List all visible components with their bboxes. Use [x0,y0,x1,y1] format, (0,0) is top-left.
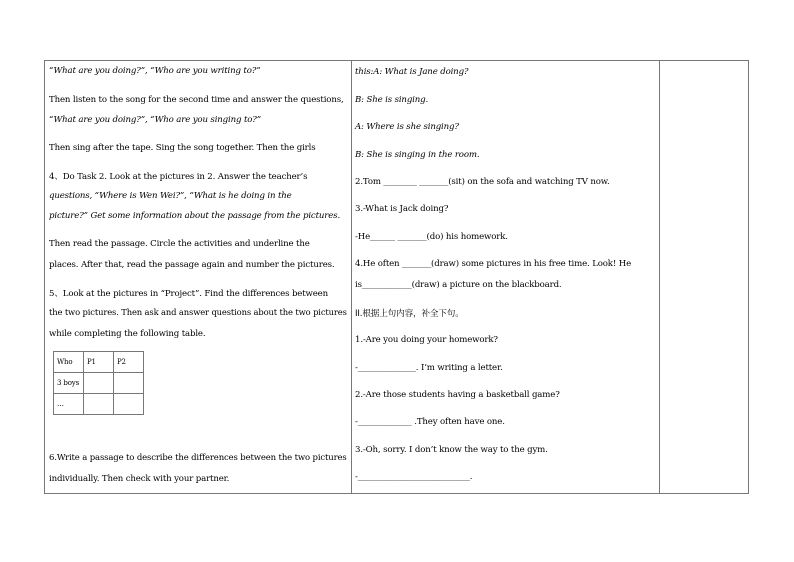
text-line: -_____________ .They often have one. [355,417,505,427]
text-line: individually. Then check with your partner. [49,474,230,484]
text-line: 2.Tom ________ _______(sit) on the sofa and watching TV now. [355,177,610,187]
text-line: “What are you doing?”, “Who are you writing to?” [49,66,261,76]
table-row [54,352,144,373]
table-cell [84,394,114,415]
text-line: 6.Write a passage to describe the differences between the two pictures [49,453,347,463]
column-divider [351,61,352,493]
text-line: 5、Look at the pictures in “Project”. Find the differences between [49,289,329,299]
text-line: Then listen to the song for the second time and answer the questions, [49,95,344,105]
lesson-plan-table [44,60,749,494]
table-cell: P2 [114,352,144,373]
table-cell [114,394,144,415]
text-line: is____________(draw) a picture on the blackboard. [355,280,562,290]
text-line: while completing the following table. [49,329,206,339]
text-line: -He______ _______(do) his homework. [355,232,508,242]
table-cell: … [54,394,84,415]
table-cell [114,373,144,394]
text-line: -______________. I’m writing a letter. [355,363,503,373]
text-line: the two pictures. Then ask and answer questions about the two pictures [49,308,347,318]
column-divider [659,61,660,493]
text-line: this:A: What is Jane doing? [355,67,469,77]
text-line: Then read the passage. Circle the activities and underline the [49,239,310,249]
text-line: 3.-What is Jack doing? [355,204,449,214]
text-line: 2.-Are those students having a basketball game? [355,390,560,400]
differences-table [53,351,144,415]
text-line: 3.-Oh, sorry. I don’t know the way to the gym. [355,445,548,455]
table-row [54,373,144,394]
table-row [54,394,144,415]
table-cell: Who [54,352,84,373]
table-cell: 3 boys [54,373,84,394]
text-line: B: She is singing in the room. [355,150,480,160]
text-line: Then sing after the tape. Sing the song together. Then the girls [49,143,316,153]
text-line: 4、Do Task 2. Look at the pictures in 2. Answer the teacher’s [49,172,308,182]
text-line: places. After that, read the passage again and number the pictures. [49,260,335,270]
text-line: B: She is singing. [355,95,429,105]
text-line: 4.He often _______(draw) some pictures in his free time. Look! He [355,259,632,269]
section-heading: II.根据上句内容，补全下句。 [355,309,464,319]
text-line: A: Where is she singing? [355,122,459,132]
text-line: -___________________________. [355,472,473,482]
text-line: questions, “Where is Wen Wei?”, “What is he doing in the [49,191,292,201]
text-line: picture?” Get some information about the passage from the pictures. [49,211,341,221]
table-cell: P1 [84,352,114,373]
table-cell [84,373,114,394]
text-line: “What are you doing?”, “Who are you singing to?” [49,115,261,125]
text-line: 1.-Are you doing your homework? [355,335,498,345]
